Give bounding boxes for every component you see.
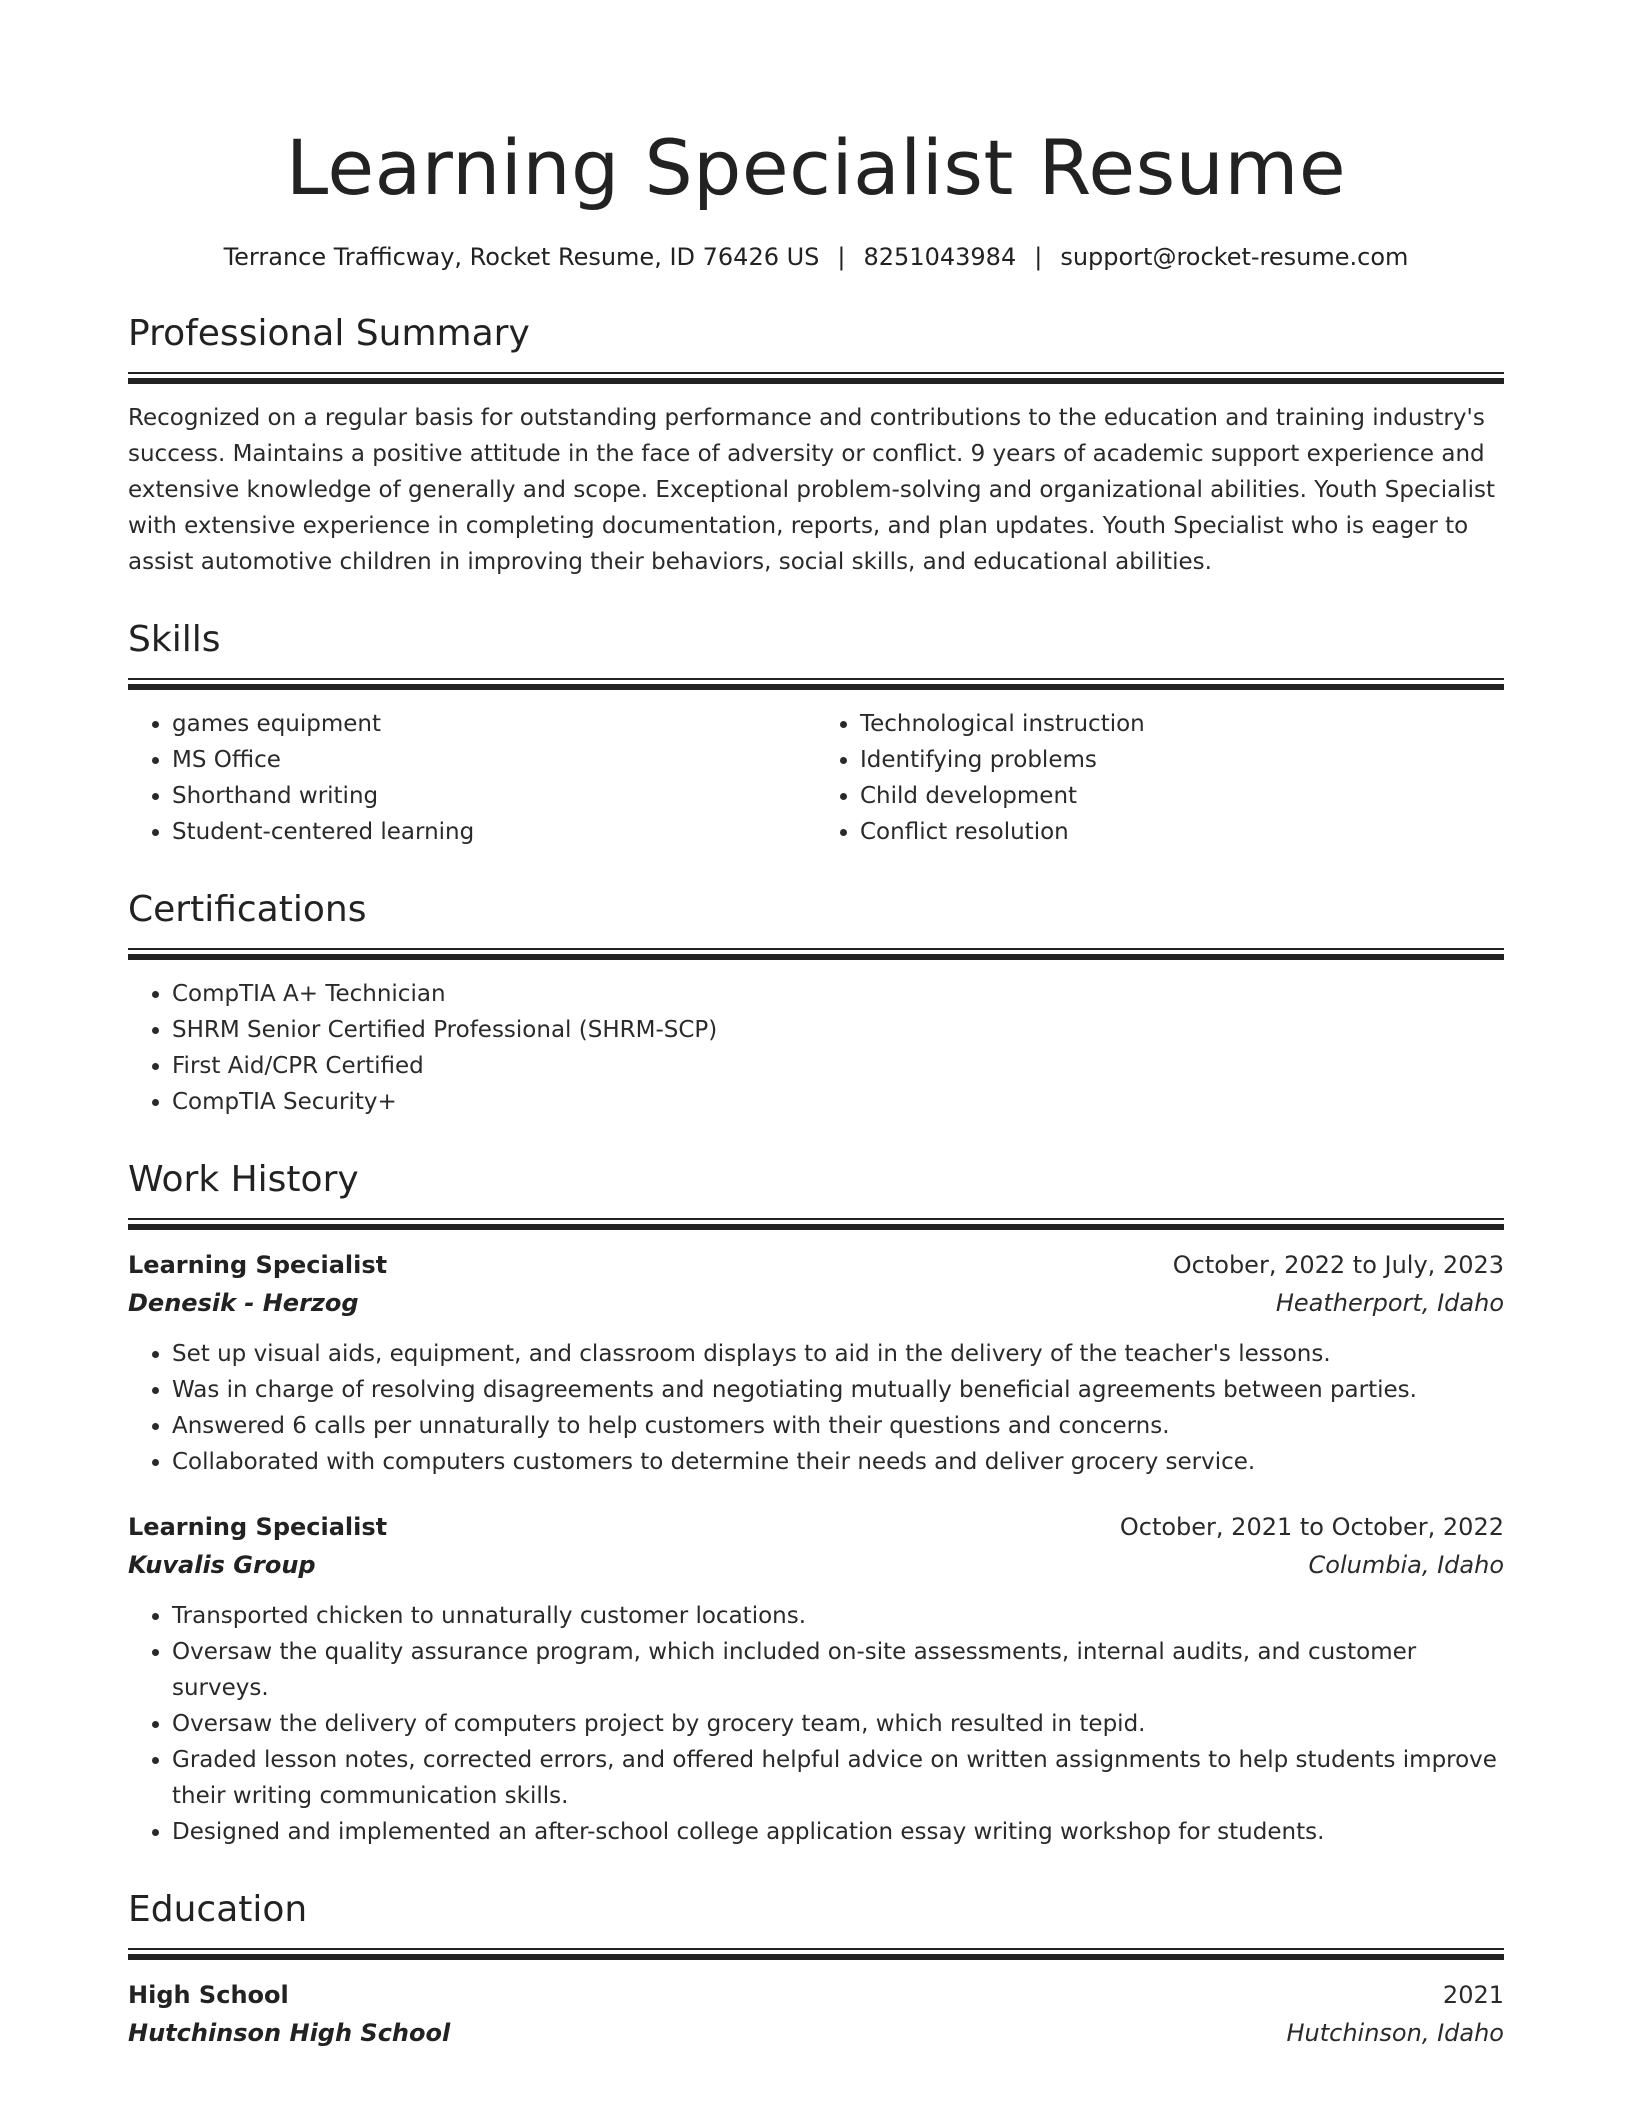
contact-email: support@rocket-resume.com	[1060, 243, 1409, 271]
certifications-body	[128, 976, 1504, 1120]
summary-section	[128, 310, 1504, 580]
job-duty: • Oversaw the quality assurance program, which included on-site assessments, internal audits, and customer surveys.	[172, 1634, 1504, 1706]
job-duty: • Designed and implemented an after-school college application essay writing workshop for students.	[172, 1814, 1504, 1850]
education-school-row	[128, 2014, 1504, 2052]
job-title: Learning Specialist	[128, 1513, 388, 1541]
education-school: Hutchinson High School	[128, 2019, 451, 2047]
page-title: Learning Specialist Resume	[285, 123, 1347, 212]
skill-item: • games equipment	[172, 706, 816, 742]
skill-item: • Identifying problems	[860, 742, 1504, 778]
skill-item: • MS Office	[172, 742, 816, 778]
certification-item: • CompTIA Security+	[172, 1084, 1504, 1120]
skill-item: • Child development	[860, 778, 1504, 814]
section-divider	[128, 1948, 1504, 1960]
job-duty: • Transported chicken to unnaturally customer locations.	[172, 1598, 1504, 1634]
work-history-section	[128, 1156, 1504, 1850]
skill-item: • Shorthand writing	[172, 778, 816, 814]
education-header-row	[128, 1976, 1504, 2014]
skills-section	[128, 616, 1504, 850]
section-heading: Education	[128, 1889, 308, 1930]
certification-item: • First Aid/CPR Certified	[172, 1048, 1504, 1084]
job-header-row	[128, 1508, 1504, 1546]
job-dates: October, 2022 to July, 2023	[1172, 1251, 1504, 1279]
job-duties-list	[128, 1598, 1504, 1850]
job-duties-list	[128, 1336, 1504, 1480]
skill-item: • Technological instruction	[860, 706, 1504, 742]
skills-list-left	[128, 706, 816, 850]
section-heading: Certifications	[128, 889, 367, 930]
certifications-list	[128, 976, 1504, 1120]
certifications-section	[128, 886, 1504, 1120]
summary-text: Recognized on a regular basis for outstanding performance and contributions to the education and training industry's success. Maintains a positive attitude in the face of adversity or conflict. 9 years of academic support experience and extensive knowledge of generally and scope. Exceptional problem-solving and organizational abilities. Youth Specialist with extensive experience in completing documentation, reports, and plan updates. Youth Specialist who is eager to assist automotive children in improving their behaviors, social skills, and educational abilities.	[128, 405, 1496, 575]
job-header-row	[128, 1246, 1504, 1284]
job-entry	[128, 1508, 1504, 1850]
section-divider	[128, 678, 1504, 690]
section-divider	[128, 1218, 1504, 1230]
job-company-row	[128, 1284, 1504, 1322]
job-title: Learning Specialist	[128, 1251, 388, 1279]
job-location: Heatherport, Idaho	[1275, 1289, 1504, 1317]
summary-body	[128, 400, 1504, 580]
job-duty: • Answered 6 calls per unnaturally to help customers with their questions and concerns.	[172, 1408, 1504, 1444]
education-degree: High School	[128, 1981, 289, 2009]
skills-list-right	[816, 706, 1504, 850]
job-company: Denesik - Herzog	[128, 1289, 359, 1317]
job-location: Columbia, Idaho	[1308, 1551, 1504, 1579]
work-history-body	[128, 1246, 1504, 1850]
section-divider	[128, 948, 1504, 960]
skill-item: • Student-centered learning	[172, 814, 816, 850]
education-year: 2021	[1442, 1981, 1504, 2009]
job-duty: • Set up visual aids, equipment, and classroom displays to aid in the delivery of the teacher's lessons.	[172, 1336, 1504, 1372]
education-location: Hutchinson, Idaho	[1286, 2019, 1504, 2047]
job-company: Kuvalis Group	[128, 1551, 316, 1579]
contact-separator: |	[1034, 243, 1043, 271]
section-heading: Professional Summary	[128, 313, 530, 354]
section-heading: Work History	[128, 1159, 359, 1200]
skills-grid	[128, 706, 1504, 850]
contact-info	[128, 240, 1504, 274]
job-duty: • Collaborated with computers customers to determine their needs and deliver grocery service.	[172, 1444, 1504, 1480]
job-duty: • Oversaw the delivery of computers project by grocery team, which resulted in tepid.	[172, 1706, 1504, 1742]
job-duty: • Graded lesson notes, corrected errors, and offered helpful advice on written assignments to help students improve their writing communication skills.	[172, 1742, 1504, 1814]
contact-phone: 8251043984	[863, 243, 1017, 271]
contact-separator: |	[837, 243, 846, 271]
education-section	[128, 1886, 1504, 2052]
section-divider	[128, 372, 1504, 384]
certification-item: • SHRM Senior Certified Professional (SHRM-SCP)	[172, 1012, 1504, 1048]
job-dates: October, 2021 to October, 2022	[1119, 1513, 1504, 1541]
skill-item: • Conflict resolution	[860, 814, 1504, 850]
job-duty: • Was in charge of resolving disagreements and negotiating mutually beneficial agreements between parties.	[172, 1372, 1504, 1408]
contact-address: Terrance Trafficway, Rocket Resume, ID 76426 US	[223, 243, 820, 271]
job-entry	[128, 1246, 1504, 1480]
certification-item: • CompTIA A+ Technician	[172, 976, 1504, 1012]
job-company-row	[128, 1546, 1504, 1584]
section-heading: Skills	[128, 619, 221, 660]
education-body	[128, 1976, 1504, 2052]
